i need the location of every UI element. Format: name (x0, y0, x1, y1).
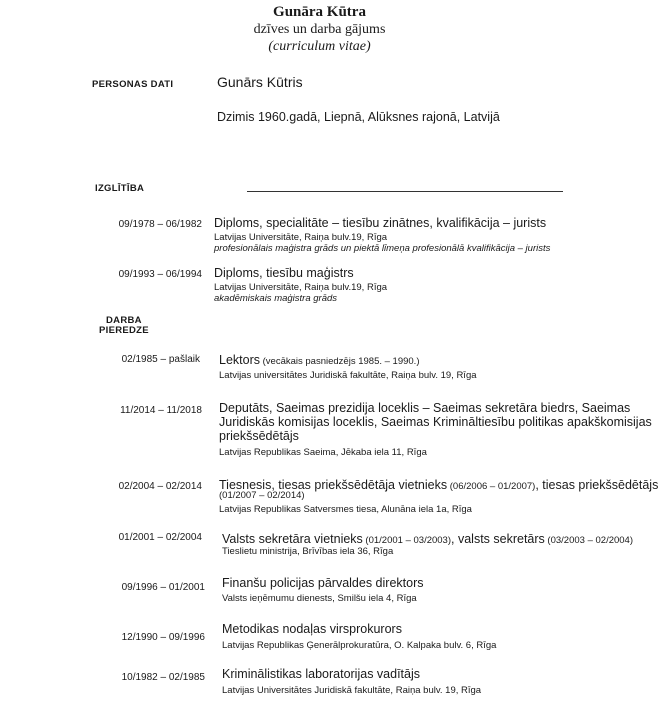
work-position-detail: (03/2003 – 02/2004) (544, 535, 634, 546)
work-title: priekšsēdētājs (219, 429, 299, 443)
education-date: 09/1993 – 06/1994 (118, 269, 202, 280)
education-title: Diploms, specialitāte – tiesību zinātnes, kvalifikācija – jurists (214, 216, 547, 230)
work-position: , valsts sekretārs (451, 532, 545, 546)
work-place: Tieslietu ministrija, Brīvības iela 36, Rīga (222, 546, 394, 557)
work-place: Latvijas universitātes Juridiskā fakultāte, Raiņa bulv. 19, Rīga (219, 370, 477, 381)
work-position: Tiesnesis, tiesas priekšsēdētāja vietnieks (219, 478, 448, 492)
work-date: 10/1982 – 02/1985 (121, 672, 205, 683)
work-date: 01/2001 – 02/2004 (118, 532, 202, 543)
work-place: Latvijas Republikas Ģenerālprokuratūra, O. Kalpaka bulv. 6, Rīga (222, 640, 497, 651)
work-place: Latvijas Republikas Saeima, Jēkaba iela 11, Rīga (219, 447, 427, 458)
document-title: Gunāra Kūtra (273, 4, 366, 20)
work-position: Lektors (219, 353, 260, 367)
work-title: Deputāts, Saeimas prezidija loceklis – Saeimas sekretāra biedrs, Saeimas (219, 401, 631, 415)
work-date: 09/1996 – 01/2001 (121, 582, 205, 593)
work-title: Metodikas nodaļas virsprokurors (222, 622, 402, 636)
education-place: Latvijas Universitāte, Raiņa bulv.19, Rīga (214, 282, 388, 293)
work-date: 11/2014 – 11/2018 (120, 405, 202, 416)
education-date: 09/1978 – 06/1982 (118, 219, 202, 230)
education-title: Diploms, tiesību maģistrs (214, 266, 354, 280)
work-position-detail: (01/2007 – 02/2014) (219, 490, 305, 501)
birth-info: Dzimis 1960.gadā, Liepnā, Alūksnes rajonā, Latvijā (217, 110, 500, 124)
work-place: Valsts ieņēmumu dienests, Smilšu iela 4, Rīga (222, 593, 417, 604)
section-divider (247, 191, 563, 192)
work-position-detail: (vecākais pasniedzējs 1985. – 1990.) (260, 356, 420, 367)
work-position-detail: (06/2006 – 01/2007) (447, 481, 536, 492)
work-place: Latvijas Universitātes Juridiskā fakultāte, Raiņa bulv. 19, Rīga (222, 685, 482, 696)
work-date: 02/2004 – 02/2014 (118, 481, 202, 492)
work-place: Latvijas Republikas Satversmes tiesa, Alunāna iela 1a, Rīga (219, 504, 472, 515)
full-name: Gunārs Kūtris (217, 74, 303, 90)
education-note: akadēmiskais maģistra grāds (214, 293, 338, 304)
cv-label: (curriculum vitae) (268, 39, 371, 54)
section-education: IZGLĪTĪBA (95, 183, 145, 194)
section-work-experience-line2: PIEREDZE (99, 325, 149, 336)
document-subtitle: dzīves un darba gājums (253, 22, 386, 37)
work-title: Finanšu policijas pārvaldes direktors (222, 576, 424, 590)
section-work-experience-line1: DARBA (106, 315, 142, 326)
work-title: Juridiskās komisijas loceklis, Saeimas Krimināltiesību politikas apakškomisijas (219, 415, 652, 429)
work-date: 02/1985 – pašlaik (121, 354, 200, 365)
section-personal-data: PERSONAS DATI (92, 79, 174, 90)
work-date: 12/1990 – 09/1996 (121, 632, 205, 643)
work-position: Valsts sekretāra vietnieks (222, 532, 363, 546)
education-note: profesionālais maģistra grāds un piektā līmeņa profesionālā kvalifikācija – jurists (214, 243, 551, 254)
work-title (219, 351, 420, 369)
education-place: Latvijas Universitāte, Raiņa bulv.19, Rīga (214, 232, 388, 243)
work-title: Kriminālistikas laboratorijas vadītājs (222, 667, 420, 681)
work-position: , tiesas priekšsēdētājs (535, 478, 658, 492)
work-position-detail: (01/2001 – 03/2003) (362, 535, 452, 546)
